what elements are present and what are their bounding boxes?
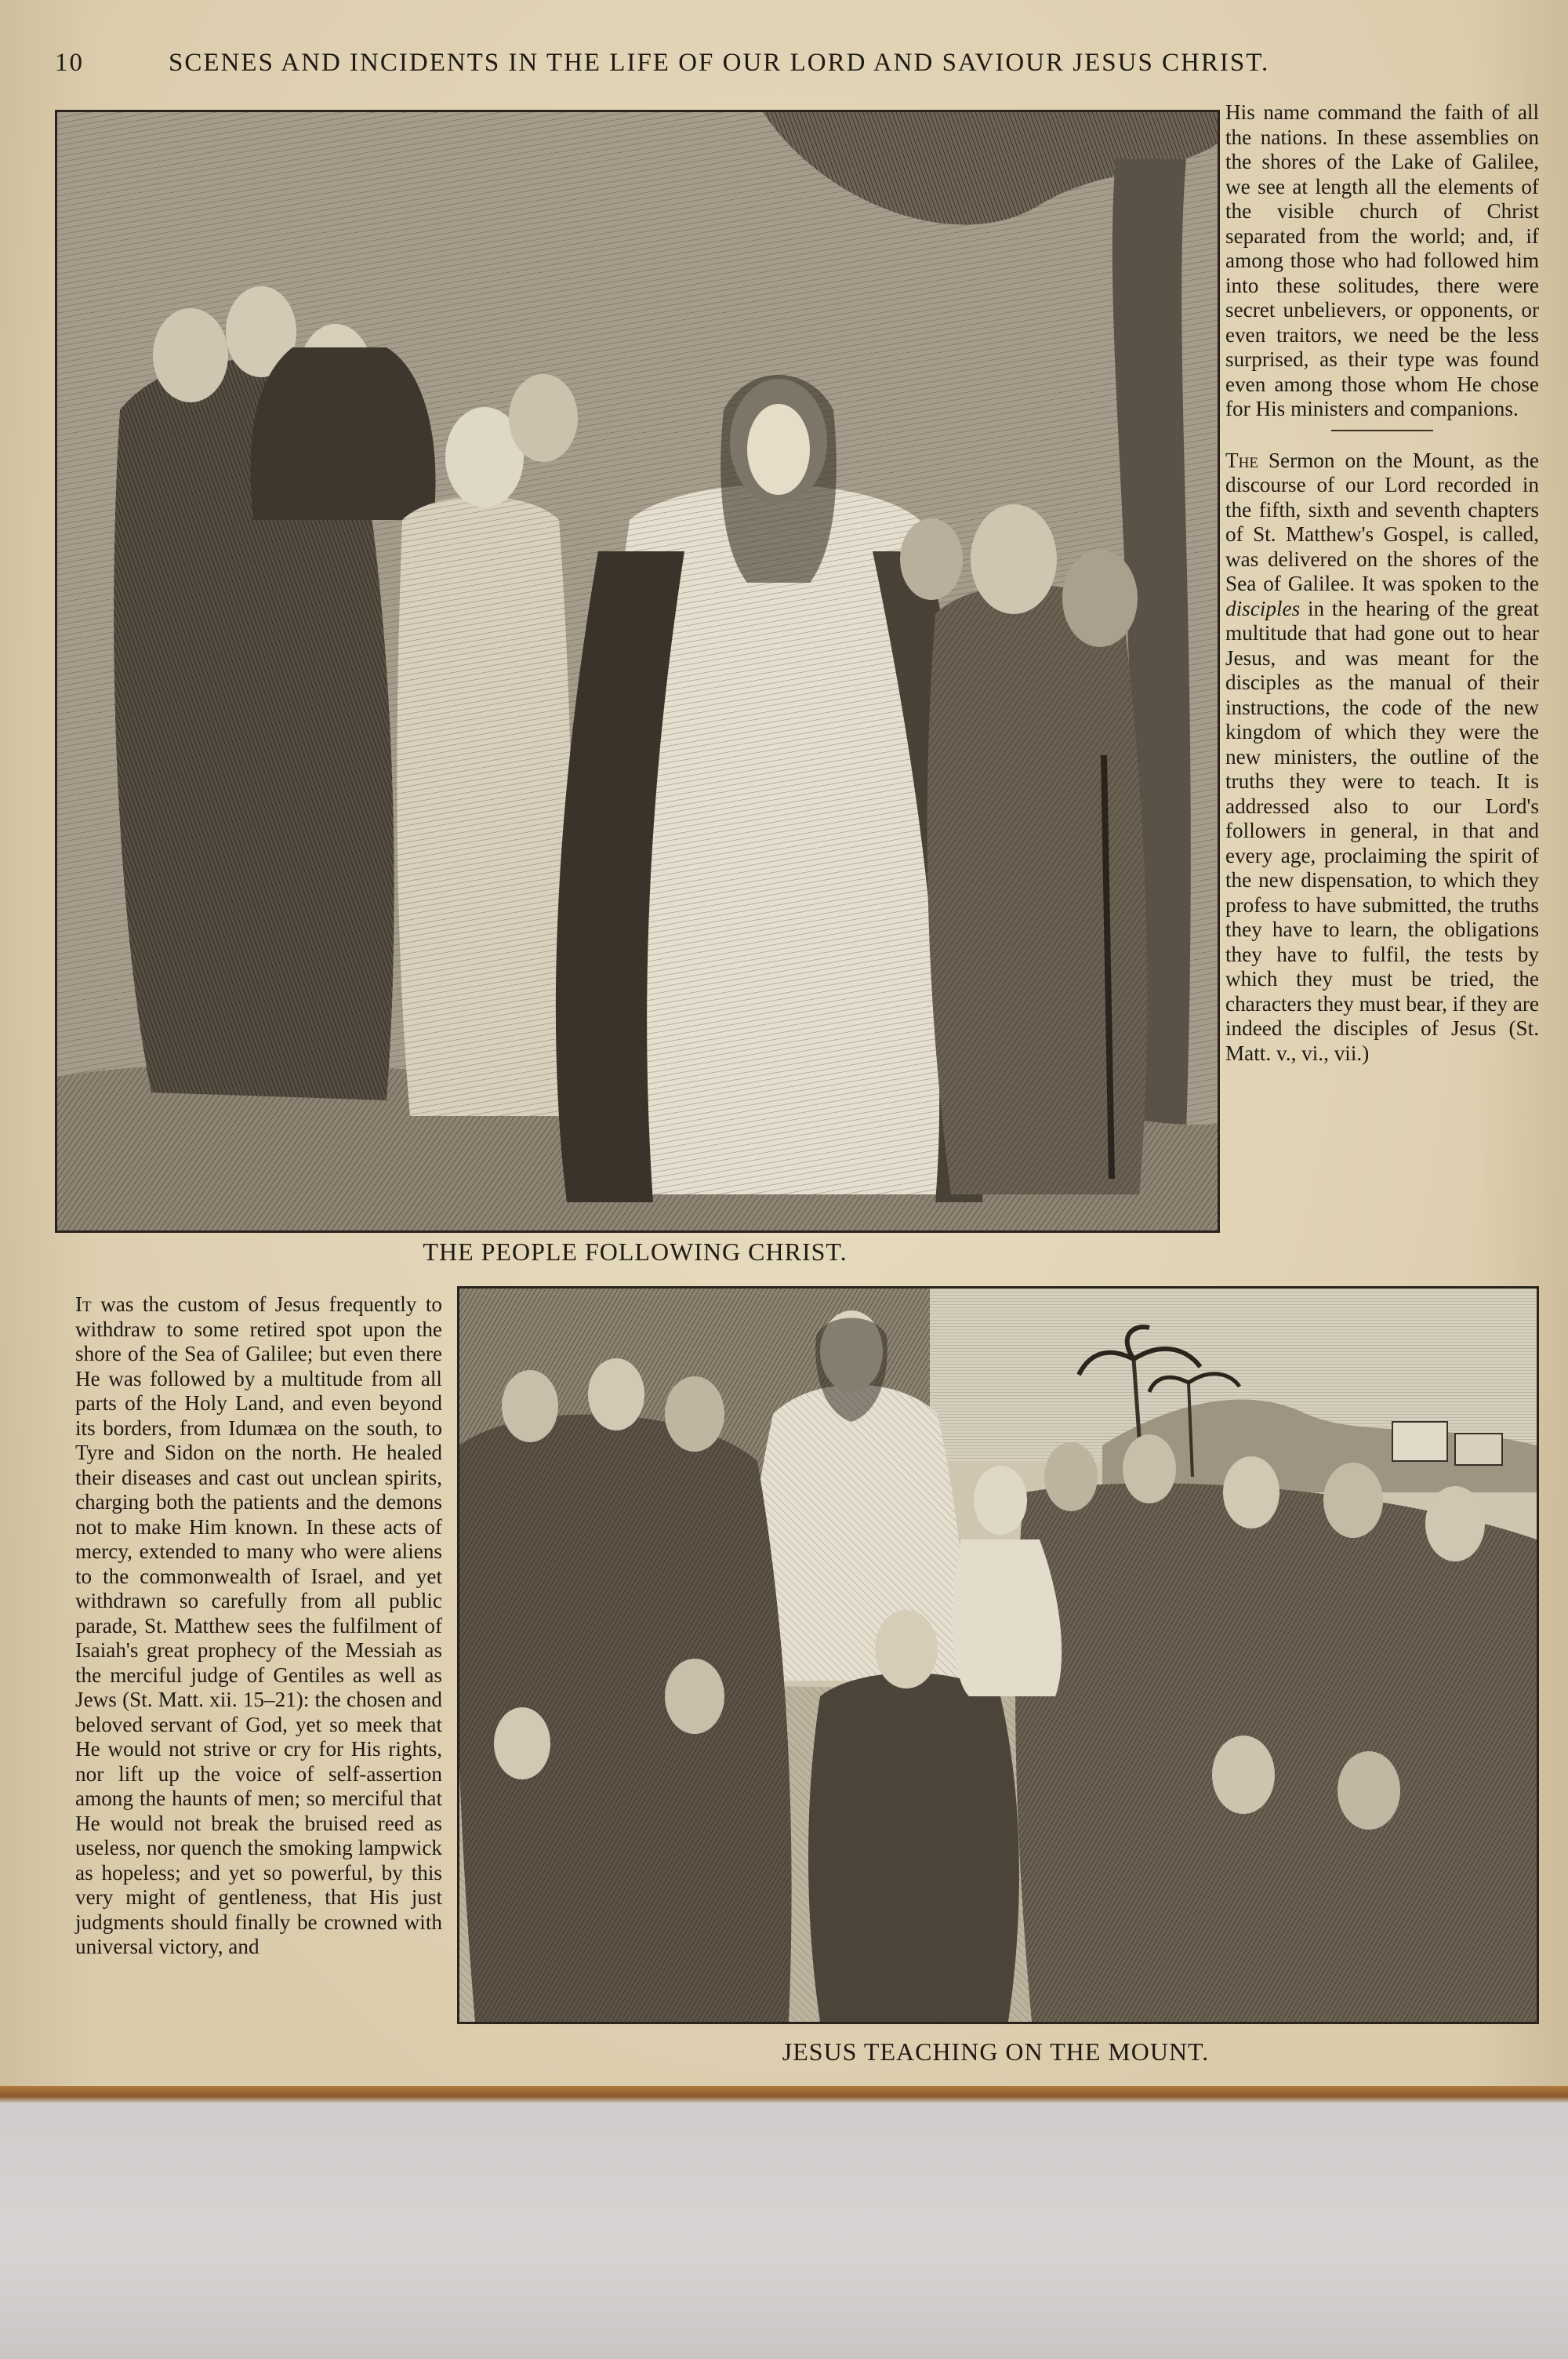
page-edge [0, 2086, 1568, 2103]
paragraph-text-a: Sermon on the Mount, as the discourse of our Lord recorded in the fifth, sixth and seventh chapters of St. Matthew's Gospel, is called, was delivered on the shores of the Sea of Galilee. It was spoken to the [1225, 448, 1539, 595]
paragraph-lead-word: The [1225, 448, 1258, 472]
caption-people-following-christ: THE PEOPLE FOLLOWING CHRIST. [423, 1238, 848, 1266]
paragraph-lead-word: It [75, 1292, 92, 1316]
page-number: 10 [55, 49, 84, 77]
paragraph-body: was the custom of Jesus frequently to withdraw to some retired spot upon the shore of the Sea of Galilee; but even there He was followed by a multitude from all parts of the Holy Land, and even beyond its borders, from Idumæa on the south, to Tyre and Sidon on the north. He healed their diseases and cast out unclean spirits, charging both the patients and the demons not to make Him known. In these acts of mercy, extended to many who were aliens to the commonwealth of Israel, and yet withdrawn so carefully from all public parade, St. Matthew sees the fulfilment of Isaiah's great prophecy of the Messiah as the merciful judge of Gentiles as well as Jews (St. Matt. xii. 15–21): the chosen and beloved servant of God, yet so meek that He would not strive or cry for His rights, nor lift up the voice of self-assertion among the haunts of men; so merciful that He would not break the bruised reed as useless, nor quench the smoking lampwick as hopeless; and yet so powerful, by this very might of gentleness, that His just judgments should finally be crowned with universal victory, and [75, 1292, 442, 1958]
running-head [55, 49, 1513, 88]
paragraph-custom-of-jesus [75, 1292, 442, 1960]
right-text-column [1225, 100, 1539, 1066]
section-rule [1331, 430, 1433, 431]
paragraph-sermon-on-the-mount [1225, 449, 1539, 1067]
paragraph-text-b: in the hearing of the great multitude that had gone out to hear Jesus, and was meant for the disciples as the manual of their instructions, the code of the new kingdom of which they were the new ministers, the outline of the truths they were to teach. It is addressed also to our Lord's followers in general, in that and every age, proclaiming the spirit of the new dispensation, to which they profess to have submitted, the truths they have to learn, the obligations they have to fulfil, the tests by which they must be tried, the characters they must bear, if they are indeed the disciples of Jesus (St. Matt. v., vi., vii.) [1225, 596, 1539, 1065]
caption-jesus-teaching-on-the-mount: JESUS TEACHING ON THE MOUNT. [782, 2037, 1210, 2066]
paragraph-faith-of-nations: His name command the faith of all the nations. In these assemblies on the shores of the Lake of Galilee, we see at length all the elements of the visible church of Christ separated from the world; and, if among those who had followed him into these solitudes, there were secret unbelievers, or opponents, or even traitors, we need be the less surprised, as their type was found even among those whom He chose for His ministers and companions. [1225, 100, 1539, 420]
engraving-people-following-christ [55, 110, 1220, 1233]
left-text-column [75, 1292, 442, 1960]
engraving-jesus-teaching-on-the-mount [457, 1286, 1539, 2024]
paragraph-emphasis: disciples [1225, 596, 1301, 620]
backdrop-surface [0, 2090, 1568, 2359]
running-title: SCENES AND INCIDENTS IN THE LIFE OF OUR LORD AND SAVIOUR JESUS CHRIST. [169, 49, 1270, 77]
